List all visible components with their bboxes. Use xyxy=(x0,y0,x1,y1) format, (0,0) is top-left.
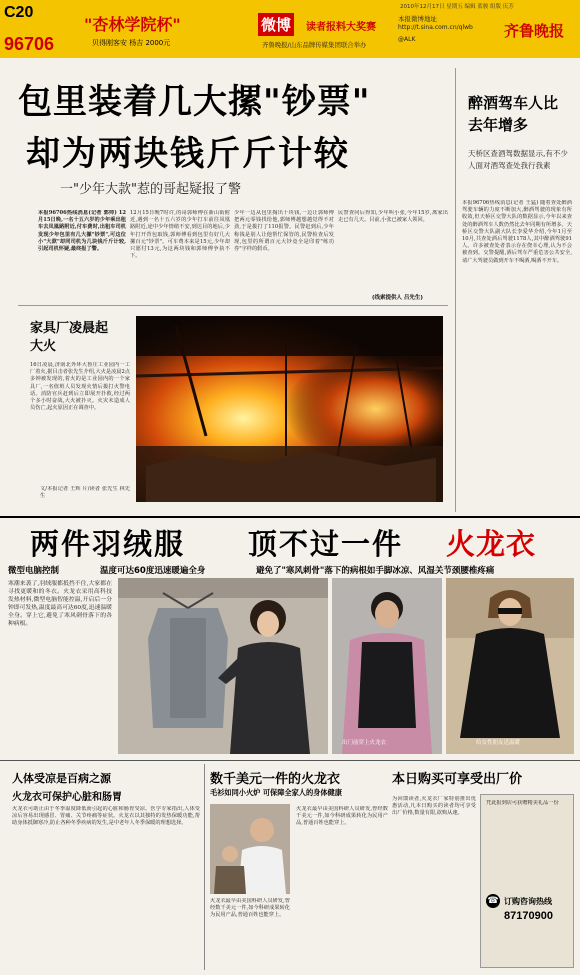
main-story-rule xyxy=(18,305,448,306)
promo-box-note: 凭此报到店可获赠精美礼品一份 xyxy=(486,800,559,806)
caption-man-vest: 出门前穿上火龙衣 xyxy=(342,740,387,746)
fire-body: 16日凌晨,济南北外环大鲁庄工业园内一工厂着火,据目击者张先生介绍,大火是凌晨2点多钟被发现的,着火的是工业园内的一个家具厂,一名值班人员发现火情后拨打火警电话。消防官兵赶到后立即展开扑救,经过两个多小时奋战,大火被扑灭。火灾未造成人员伤亡,起火原因正在调查中。 xyxy=(30,362,130,412)
jacket-headline-red: 火龙衣 xyxy=(446,527,537,561)
main-body-3: 民警查问后得知,少年叫小张,今年15岁,离家出走已有几天。目前,小张已被家人领回。 xyxy=(338,210,448,224)
fire-headline: 家具厂凌晨起大火 xyxy=(30,321,109,354)
date-line: 2010年12月17日 星期五 编辑 蓝骏 组版 庆芳 xyxy=(400,4,514,10)
masthead: 齐鲁晚报 xyxy=(504,22,565,40)
ad-xinglin-title: "杏林学院杯" xyxy=(84,15,181,34)
fire-photo xyxy=(136,316,443,502)
bottom-rule-1 xyxy=(204,764,205,970)
phone-icon: ☎ xyxy=(487,896,499,906)
photo-woman-coat xyxy=(446,578,574,754)
weibo-address-line3: @ALK xyxy=(398,36,416,43)
main-headline-1: 包里装着几大摞"钞票" xyxy=(18,82,371,122)
weibo-address-line1: 本报微博地址 xyxy=(398,15,437,23)
col3-head: 本日购买可享受出厂价 xyxy=(392,772,523,787)
col1-head: 人体受凉是百病之源 xyxy=(12,772,111,785)
page-code: C20 xyxy=(4,4,34,21)
ad-weibo-sub2: 齐鲁晚报/山东品牌传媒集团联合举办 xyxy=(262,41,367,49)
col3-body: 为回馈读者,火龙衣厂家特别推出优惠活动,凡本日购买的读者均可享受出厂价格,数量有限,欲购从速。 xyxy=(392,796,476,817)
right-column-rule xyxy=(455,68,456,512)
jacket-top-rule xyxy=(0,516,580,518)
jacket-headline-a: 两件羽绒服 xyxy=(30,527,186,561)
jacket-sub-3: 避免了"寒风刺骨"落下的病根如手脚冰凉、风湿关节颈腰椎疼痛 xyxy=(256,566,495,576)
col2-body-right: 火龙衣最早由美国科研人员研发,曾经数千美元一件,如今科研成果转化为民用产品,普通百姓也能穿上。 xyxy=(296,806,388,827)
photo-woman-coat-graphic xyxy=(446,578,574,754)
phone-label: 订购咨询热线 xyxy=(504,897,552,906)
main-reporter-credit: (线索提供人 吕先生) xyxy=(372,295,423,301)
bottom-top-rule xyxy=(0,760,580,761)
photo-man-vest-graphic xyxy=(332,578,442,754)
jacket-headline-b: 顶不过一件 xyxy=(248,527,404,561)
jacket-sub-1: 微型电脑控制 xyxy=(8,566,60,576)
caption-woman-coat: 给女性朋友送温暖 xyxy=(476,740,521,746)
phone-number: 87170900 xyxy=(504,910,553,922)
photo-man-vest xyxy=(332,578,442,754)
photo-woman-vest-graphic xyxy=(118,578,328,754)
ad-xinglin-sub: 贝得刚客安 杨吉 2000元 xyxy=(92,39,171,47)
jacket-sub-2: 温度可达60度迅速暖遍全身 xyxy=(100,566,206,576)
photo-woman-vest xyxy=(118,578,328,754)
right-teaser: 天桥区查酒驾数据显示,有不少人面对酒驾查处我行我素 xyxy=(468,149,568,170)
ad-weibo-sub: 读者报料大奖赛 xyxy=(306,22,376,33)
main-body-1: 12月15日晚7时许,的哥郭师傅在新山街附近,遇到一名十五六岁的少年打车前往凤凰路附近,途中少年情绪不安,到达目的地后,少年打开背包取钱,郭师傅看到包里有好几大摞百元"钞票"。可车费本来是15元,少年却只愿付13元,为这两块钱和郭师傅争执不下。 xyxy=(130,210,230,260)
photo-scientist xyxy=(210,804,290,894)
jacket-left-body: 寒潮来袭了,羽绒服都抵挡不住,大家都在寻找更暖和的冬衣。火龙衣采用高科技发热材料,微型电脑智能控温,开启后一分钟即可发热,温度最高可达60度,迅速温暖全身。穿上它,避免了寒风刺骨落下的各种病根。 xyxy=(8,581,112,627)
main-subhead: 一"少年大款"惹的哥起疑报了警 xyxy=(60,182,241,197)
fire-credit: 文/本报记者 王辉 片/读者 张先生 林先生 xyxy=(40,486,130,500)
main-lead: 本报96706热线消息(记者 郭帅) 12月15日晚,一名十五六岁的少年乘出租车去凤凰路附近,付车费时,出租车司机发现少年包里有几大摞"钞票",可这位小"大款"却同司机为几块钱斤斤计较,引起司机怀疑,最终报了警。 xyxy=(38,210,126,253)
main-headline-2: 却为两块钱斤斤计较 xyxy=(26,134,350,174)
photo-scientist-graphic xyxy=(210,804,290,894)
hotline-number: 96706 xyxy=(4,34,55,54)
weibo-address-line2: http://t.sina.com.cn/qlwb xyxy=(398,24,473,31)
col2-head: 数千美元一件的火龙衣 xyxy=(210,772,341,787)
col1-body: 火龙衣可助止由于冬季温度降低而引起的心脏和肠胃受凉。医学专家指出,人体受凉后容易出现感冒、胃痛、关节疼痛等症状。火龙衣以其独特的发热保暖功能,帮助身体抵御寒冷,防止各种冬季疾病的发生,是中老年人冬季保暖的理想选择。 xyxy=(12,806,200,827)
main-body-2: 少年一边从包里掏出十块钱,一边让郭师傅把两元零钱找给他,郭师傅越想越觉得不对劲,于是拨打了110报警。民警赶到后,少年称钱是别人让他帮忙保管的,民警检查后发现,包里的所谓百元大钞竟全是印着"练功券"字样的假币。 xyxy=(234,210,334,253)
fire-photo-graphic xyxy=(136,316,443,502)
col2-sub: 毛衫如同小火炉 可保障全家人的身体健康 xyxy=(210,788,342,797)
right-headline: 醉酒驾车人比去年增多 xyxy=(468,94,559,134)
weibo-badge: 微博 xyxy=(258,13,294,36)
right-body: 本报96706热线消息(记者 王猛) 随着查处醉酒驾驶车辆的力度不断加大,醉酒驾驶的现象有所收敛,但天桥区交警大队的数据显示,今年以来查处的醉酒驾车人数仍然比去年同期有所增多。天桥区交警大队副大队长李爱华介绍,今年1月至10月,共查处酒后驾驶1178人,其中醉酒驾驶91人。许多被查处者表示存在侥幸心理,认为不会被查到。交警提醒,酒后驾车严重危害公共安全,请广大驾驶员做到开车不喝酒,喝酒不开车。 xyxy=(462,200,572,264)
col2-body: 火龙衣最早由美国科研人员研发,曾经数千美元一件,如今科研成果转化为民用产品,普通百姓也能穿上。 xyxy=(210,898,290,919)
col1-sub: 火龙衣可保护心脏和肠胃 xyxy=(12,792,122,803)
